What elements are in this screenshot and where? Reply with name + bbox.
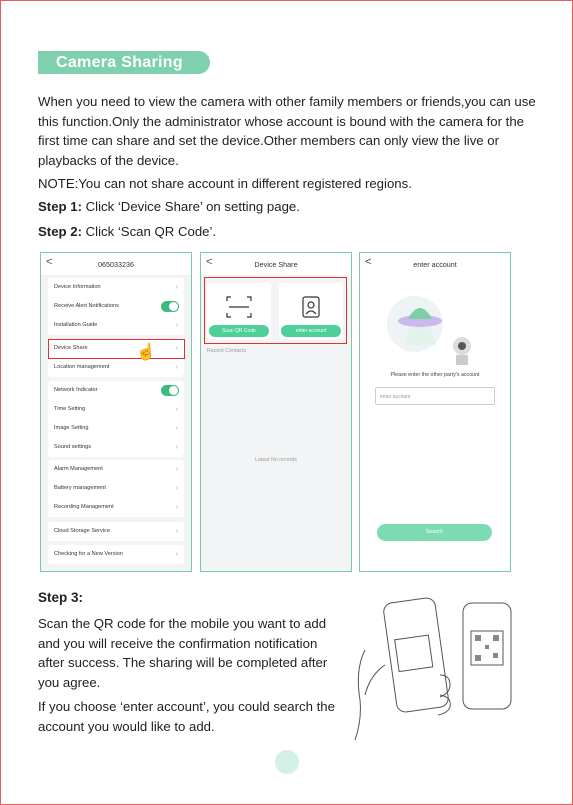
device-share-screenshot: [200, 252, 352, 572]
step1: [38, 197, 300, 217]
toggle-switch[interactable]: [161, 385, 179, 396]
row-label: Device Share: [54, 345, 88, 351]
step3-text: Scan the QR code for the mobile you want to add and you will receive the confirmation notification after success. The sharing will be completed after you agree.: [38, 616, 328, 690]
device-share-title: Device Share: [254, 260, 298, 269]
back-icon[interactable]: <: [46, 256, 53, 268]
settings-row[interactable]: [48, 460, 184, 479]
settings-row[interactable]: [48, 498, 184, 517]
row-label: Device Information: [54, 284, 101, 290]
settings-screenshot: [40, 252, 192, 572]
search-button[interactable]: Search: [377, 524, 492, 541]
settings-row[interactable]: [48, 297, 184, 316]
settings-group: [48, 278, 184, 335]
recent-contacts-label: Recent Contacts: [207, 348, 247, 354]
chevron-right-icon: ›: [175, 466, 178, 473]
phone-header: [41, 253, 191, 275]
row-label: Image Setting: [54, 425, 89, 431]
chevron-right-icon: ›: [175, 406, 178, 413]
phone-header: [201, 253, 351, 275]
phone-header: [360, 253, 510, 275]
enter-account-screenshot: [359, 252, 511, 572]
chevron-right-icon: ›: [175, 504, 178, 511]
row-label: Battery management: [54, 485, 106, 491]
empty-records-text: Latest No records: [255, 457, 297, 463]
row-label: Receive Alert Notifications: [54, 303, 119, 309]
settings-row[interactable]: [48, 381, 184, 400]
settings-row[interactable]: [48, 419, 184, 438]
settings-row[interactable]: [48, 522, 184, 541]
account-input[interactable]: enter account: [375, 387, 495, 405]
hand-scanning-phone-illustration: [345, 595, 525, 745]
chevron-right-icon: ›: [175, 322, 178, 329]
settings-row[interactable]: [48, 358, 184, 377]
back-icon[interactable]: <: [206, 256, 213, 268]
row-label: Alarm Management: [54, 466, 103, 472]
row-label: Installation Guide: [54, 322, 98, 328]
enter-account-button[interactable]: enter account: [281, 325, 341, 337]
settings-row[interactable]: [48, 479, 184, 498]
pointing-hand-icon: ☝: [136, 344, 156, 361]
page-indicator-dot: [275, 750, 299, 774]
row-label: Cloud Storage Service: [54, 528, 110, 534]
account-prompt: Please enter the other party's account: [390, 372, 480, 378]
note-text: NOTE:You can not share account in different registered regions.: [38, 176, 412, 191]
step3-alt-text: If you choose ‘enter account’, you could search the account you would like to add.: [38, 699, 335, 734]
chevron-right-icon: ›: [175, 284, 178, 291]
chevron-right-icon: ›: [175, 485, 178, 492]
step2-label: Step 2:: [38, 224, 82, 239]
intro-paragraph: When you need to view the camera with other family members or friends,you can use this function.Only the administrator whose account is bound with the camera for the first time can share and set the device.Other members can only view the live or playbacks of the device.: [38, 94, 536, 168]
step2: [38, 222, 216, 242]
chevron-right-icon: ›: [175, 425, 178, 432]
device-id-title: 065033236: [98, 260, 134, 269]
toggle-switch[interactable]: [161, 301, 179, 312]
row-label: Recording Management: [54, 504, 114, 510]
scan-qr-button[interactable]: Scan QR Code: [209, 325, 269, 337]
chevron-right-icon: ›: [175, 444, 178, 451]
row-label: Network Indicator: [54, 387, 98, 393]
settings-group: [48, 522, 184, 541]
settings-row[interactable]: [48, 400, 184, 419]
ufo-illustration-icon: [380, 289, 490, 369]
step1-text: Click ‘Device Share’ on setting page.: [81, 199, 300, 214]
row-label: Sound settings: [54, 444, 92, 450]
settings-row[interactable]: [48, 545, 184, 564]
chevron-right-icon: ›: [175, 364, 178, 371]
settings-group: [48, 545, 184, 564]
enter-account-title: enter account: [413, 260, 457, 269]
chevron-right-icon: ›: [175, 345, 178, 352]
settings-row[interactable]: [48, 316, 184, 335]
row-label: Checking for a New Version: [54, 551, 124, 557]
settings-group: [48, 460, 184, 517]
step2-text: Click ‘Scan QR Code’.: [81, 224, 217, 239]
highlight-box: [48, 339, 185, 359]
row-label: Time Setting: [54, 406, 86, 412]
settings-row[interactable]: [48, 438, 184, 457]
back-icon[interactable]: <: [365, 256, 372, 268]
settings-row[interactable]: [48, 278, 184, 297]
chevron-right-icon: ›: [175, 551, 178, 558]
settings-group: [48, 381, 184, 457]
highlight-box: [204, 277, 347, 344]
chevron-right-icon: ›: [175, 528, 178, 535]
section-title: Camera Sharing: [38, 51, 210, 74]
row-label: Location management: [54, 364, 110, 370]
step1-label: Step 1:: [38, 199, 82, 214]
step3-label: Step 3:: [38, 590, 84, 605]
